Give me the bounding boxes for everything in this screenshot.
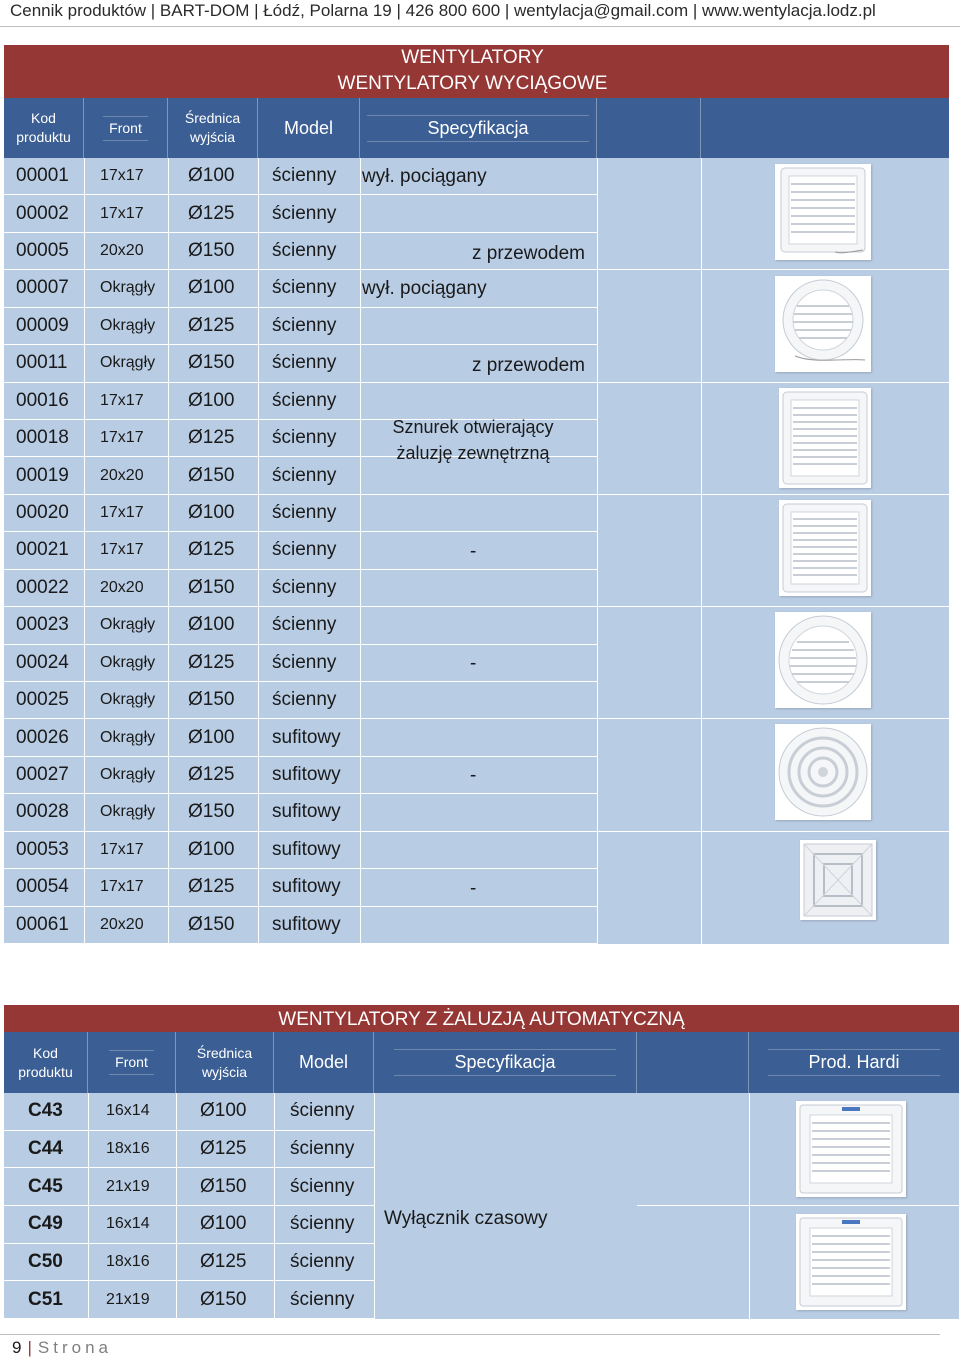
column-divider — [597, 158, 598, 944]
column-divider — [168, 158, 169, 944]
page-number: 9 — [12, 1338, 22, 1357]
table-row — [4, 570, 597, 607]
cell-model: ścienny — [290, 1213, 355, 1235]
group-divider — [597, 718, 949, 719]
cell-model: ścienny — [290, 1100, 355, 1122]
table2-title-bar — [4, 1005, 959, 1032]
cell-kod: 00001 — [16, 165, 69, 187]
cell-model: ścienny — [272, 240, 337, 262]
col-front — [84, 98, 168, 158]
table-row — [4, 1093, 374, 1131]
cell-front: Okrągły — [100, 316, 156, 334]
table1-title: WENTYLATORY — [401, 47, 544, 68]
column-divider — [374, 1093, 375, 1319]
fan-auto-shutter-timer-photo — [796, 1214, 906, 1310]
cell-sred: Ø150 — [188, 240, 235, 262]
col-kod-label: Kod produktu — [18, 1044, 73, 1080]
cell-sred: Ø100 — [188, 502, 235, 524]
cell-front: 21x19 — [106, 1177, 150, 1195]
cell-sred: Ø150 — [188, 913, 235, 935]
cell-kod: 00025 — [16, 689, 69, 711]
table-row — [4, 308, 597, 345]
table-row — [4, 1206, 374, 1244]
cell-model: ścienny — [272, 202, 337, 224]
cell-sred: Ø100 — [200, 1100, 247, 1122]
cell-model: sufitowy — [272, 913, 341, 935]
table-row — [4, 794, 597, 831]
cell-model: ścienny — [290, 1250, 355, 1272]
cell-front: 17x17 — [100, 391, 144, 409]
cell-front: 17x17 — [100, 429, 144, 447]
col-image — [597, 98, 701, 158]
spec-string-line-2: żaluzję zewnętrzną — [396, 443, 550, 463]
cell-model: ścienny — [272, 502, 337, 524]
cell-sred: Ø100 — [188, 165, 235, 187]
cell-model: ścienny — [272, 651, 337, 673]
table1-title-bar — [4, 45, 949, 98]
cell-front: Okrągły — [100, 691, 156, 709]
table-row — [4, 1168, 374, 1206]
col-model — [258, 98, 360, 158]
cell-sred: Ø125 — [188, 651, 235, 673]
cell-model: ścienny — [272, 314, 337, 336]
cell-sred: Ø150 — [188, 576, 235, 598]
cell-kod: 00053 — [16, 838, 69, 860]
cell-model: sufitowy — [272, 801, 341, 823]
col-front — [88, 1032, 176, 1093]
cell-kod: 00009 — [16, 314, 69, 336]
cell-front: Okrągły — [100, 728, 156, 746]
column-divider — [88, 1093, 89, 1319]
cell-front: 17x17 — [100, 878, 144, 896]
table2-header-row — [4, 1032, 959, 1093]
cell-kod: 00026 — [16, 726, 69, 748]
cell-model: ścienny — [290, 1288, 355, 1310]
cell-model: ścienny — [272, 464, 337, 486]
table1-header-row — [4, 98, 949, 158]
cell-kod: C50 — [28, 1250, 63, 1272]
fan-ceiling-square-photo — [800, 840, 876, 920]
page-footer — [12, 1338, 112, 1358]
cell-sred: Ø150 — [200, 1288, 247, 1310]
cell-sred: Ø100 — [200, 1213, 247, 1235]
fan-auto-shutter-photo — [796, 1101, 906, 1197]
cell-sred: Ø150 — [188, 464, 235, 486]
cell-sred: Ø150 — [188, 689, 235, 711]
col-kod — [4, 98, 84, 158]
cell-front: 17x17 — [100, 541, 144, 559]
cell-sred: Ø125 — [200, 1137, 247, 1159]
spec-timer: Wyłącznik czasowy — [384, 1208, 548, 1229]
cell-kod: 00019 — [16, 464, 69, 486]
fan-square-grille-photo — [779, 500, 871, 596]
col-kod-label: Kod produktu — [16, 110, 71, 145]
page-header: Cennik produktów | BART-DOM | Łódź, Polarna 19 | 426 800 600 | wentylacja@gmail.com | www.wentylacja.lodz.pl — [10, 1, 876, 20]
cell-sred: Ø100 — [188, 277, 235, 299]
cell-kod: 00023 — [16, 614, 69, 636]
fan-square-cord-photo — [775, 164, 871, 260]
table-row — [4, 719, 597, 756]
cell-sred: Ø150 — [188, 352, 235, 374]
col-kod — [4, 1032, 88, 1093]
page-word: Strona — [37, 1338, 112, 1357]
group-divider — [597, 494, 949, 495]
cell-sred: Ø125 — [188, 539, 235, 561]
table-row — [4, 869, 597, 906]
cell-kod: 00022 — [16, 576, 69, 598]
cell-kod: 00054 — [16, 876, 69, 898]
cell-model: ścienny — [272, 689, 337, 711]
spec-switch-pull: wył. pociągany — [362, 166, 487, 187]
cell-kod: 00061 — [16, 913, 69, 935]
cell-front: Okrągły — [100, 766, 156, 784]
cell-sred: Ø100 — [188, 614, 235, 636]
col-srednica-label: Średnica wyjścia — [196, 1044, 253, 1080]
header-divider — [0, 26, 960, 27]
column-divider — [274, 1093, 275, 1319]
group-divider — [637, 1205, 959, 1206]
fan-round-grille-photo — [775, 612, 871, 708]
cell-kod: 00002 — [16, 202, 69, 224]
table-row — [4, 757, 597, 794]
cell-kod: C44 — [28, 1137, 63, 1159]
cell-front: 16x14 — [106, 1215, 150, 1233]
cell-front: 17x17 — [100, 167, 144, 185]
cell-front: 18x16 — [106, 1139, 150, 1157]
cell-kod: 00027 — [16, 764, 69, 786]
col-front-label: Front — [109, 1050, 154, 1075]
cell-kod: 00020 — [16, 502, 69, 524]
cell-model: ścienny — [272, 352, 337, 374]
cell-front: Okrągły — [100, 653, 156, 671]
spec-string-line-1: Sznurek otwierający — [392, 417, 554, 437]
cell-front: Okrągły — [100, 354, 156, 372]
cell-kod: C45 — [28, 1175, 63, 1197]
cell-front: 21x19 — [106, 1290, 150, 1308]
cell-front: 17x17 — [100, 504, 144, 522]
column-divider — [258, 158, 259, 944]
col-image-2 — [701, 98, 949, 158]
cell-front: 16x14 — [106, 1102, 150, 1120]
column-divider — [749, 1093, 750, 1319]
fan-ceiling-round-photo — [775, 724, 871, 820]
cell-kod: 00028 — [16, 801, 69, 823]
cell-front: 20x20 — [100, 466, 144, 484]
spec-with-cord: z przewodem — [472, 243, 585, 264]
table-row — [4, 1281, 374, 1319]
spec-switch-pull: wył. pociągany — [362, 278, 487, 299]
cell-front: 20x20 — [100, 915, 144, 933]
table-row — [4, 607, 597, 644]
col-spec-label: Specyfikacja — [394, 1049, 615, 1076]
cell-front: Okrągły — [100, 803, 156, 821]
group-divider — [597, 606, 949, 607]
col-model-label: Model — [283, 117, 334, 138]
cell-sred: Ø125 — [188, 202, 235, 224]
cell-model: sufitowy — [272, 726, 341, 748]
fan-round-cord-photo — [775, 276, 871, 372]
cell-front: 18x16 — [106, 1252, 150, 1270]
spec-dash: - — [470, 653, 477, 674]
group-divider — [597, 831, 949, 832]
footer-separator: | — [27, 1338, 32, 1357]
table-row — [4, 158, 597, 195]
cell-front: 17x17 — [100, 204, 144, 222]
col-model-label: Model — [298, 1052, 349, 1072]
table-row — [4, 195, 597, 232]
cell-model: sufitowy — [272, 876, 341, 898]
col-spec — [374, 1032, 637, 1093]
cell-kod: C49 — [28, 1213, 63, 1235]
table1-subtitle: WENTYLATORY WYCIĄGOWE — [337, 73, 608, 94]
group-divider — [597, 269, 949, 270]
footer-divider — [0, 1334, 940, 1335]
cell-kod: 00024 — [16, 651, 69, 673]
cell-front: 20x20 — [100, 578, 144, 596]
cell-model: ścienny — [290, 1137, 355, 1159]
cell-kod: 00021 — [16, 539, 69, 561]
column-divider — [360, 158, 361, 944]
table-row — [4, 270, 597, 307]
column-divider — [701, 158, 702, 944]
cell-sred: Ø125 — [188, 876, 235, 898]
spec-dash: - — [470, 765, 477, 786]
cell-kod: 00005 — [16, 240, 69, 262]
table-row — [4, 1244, 374, 1282]
cell-kod: 00018 — [16, 427, 69, 449]
cell-kod: C43 — [28, 1100, 63, 1122]
cell-sred: Ø150 — [188, 801, 235, 823]
cell-model: ścienny — [272, 277, 337, 299]
col-spec-label: Specyfikacja — [367, 115, 588, 142]
cell-kod: 00007 — [16, 277, 69, 299]
cell-kod: 00016 — [16, 389, 69, 411]
cell-sred: Ø100 — [188, 726, 235, 748]
table2-title: WENTYLATORY Z ŻALUZJĄ AUTOMATYCZNĄ — [278, 1009, 685, 1030]
cell-kod: 00011 — [16, 352, 68, 374]
cell-model: ścienny — [272, 576, 337, 598]
cell-model: ścienny — [272, 165, 337, 187]
cell-sred: Ø150 — [200, 1175, 247, 1197]
cell-front: Okrągły — [100, 279, 156, 297]
cell-sred: Ø100 — [188, 838, 235, 860]
cell-front: Okrągły — [100, 616, 156, 634]
col-model — [274, 1032, 374, 1093]
cell-model: ścienny — [272, 427, 337, 449]
cell-model: sufitowy — [272, 838, 341, 860]
table-row — [4, 495, 597, 532]
cell-kod: C51 — [28, 1288, 63, 1310]
col-srednica — [168, 98, 258, 158]
col-spec — [360, 98, 597, 158]
spec-dash: - — [470, 541, 477, 562]
col-image — [637, 1032, 749, 1093]
table-row — [4, 532, 597, 569]
cell-sred: Ø125 — [188, 764, 235, 786]
cell-sred: Ø100 — [188, 389, 235, 411]
cell-model: ścienny — [272, 539, 337, 561]
column-divider — [84, 158, 85, 944]
col-prod-label: Prod. Hardi — [768, 1049, 939, 1076]
col-srednica — [176, 1032, 274, 1093]
table-row — [4, 645, 597, 682]
cell-front: 17x17 — [100, 840, 144, 858]
cell-model: ścienny — [272, 389, 337, 411]
cell-sred: Ø125 — [188, 427, 235, 449]
table-row — [4, 682, 597, 719]
table-row — [4, 907, 597, 944]
cell-model: ścienny — [290, 1175, 355, 1197]
spec-dash: - — [470, 878, 477, 899]
cell-sred: Ø125 — [188, 314, 235, 336]
col-prod — [749, 1032, 959, 1093]
group-divider — [597, 382, 949, 383]
fan-square-shutter-photo — [779, 388, 871, 488]
table-row — [4, 1131, 374, 1169]
cell-model: sufitowy — [272, 764, 341, 786]
table-row — [4, 832, 597, 869]
cell-sred: Ø125 — [200, 1250, 247, 1272]
col-srednica-label: Średnica wyjścia — [184, 110, 241, 145]
spec-with-cord: z przewodem — [472, 355, 585, 376]
cell-model: ścienny — [272, 614, 337, 636]
col-front-label: Front — [103, 116, 148, 141]
column-divider — [176, 1093, 177, 1319]
cell-front: 20x20 — [100, 242, 144, 260]
